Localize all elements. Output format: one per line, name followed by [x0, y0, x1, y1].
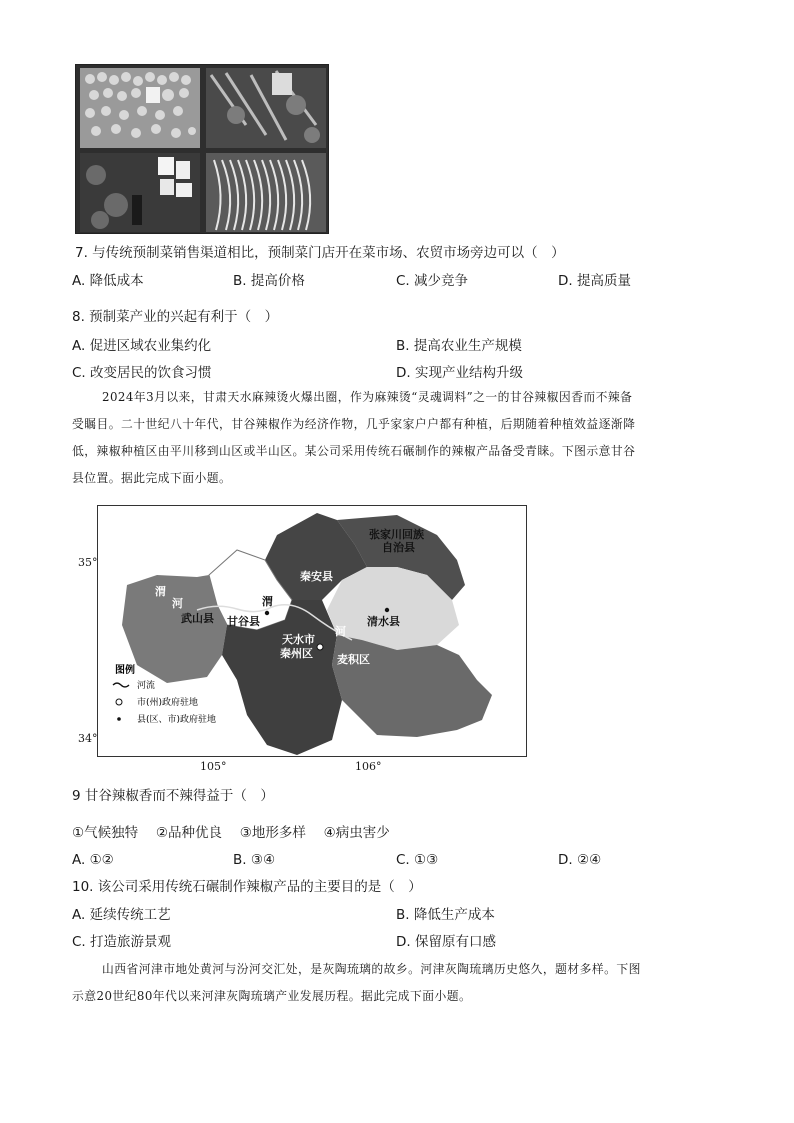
label-gangu: 甘谷县	[226, 614, 260, 628]
q9-option-b[interactable]: B. ③④	[233, 852, 276, 868]
passage1-line3: 低，辣椒种植区由平川移到山区或半山区。某公司采用传统石碾制作的辣椒产品备受青睐。下图示意甘谷	[72, 444, 636, 458]
q7-option-a[interactable]: A. 降低成本	[72, 273, 144, 289]
label-zhangjiachuan-1: 张家川回族	[368, 527, 424, 541]
region-wushan	[122, 575, 227, 683]
qingshui-seat-dot	[384, 607, 388, 611]
q7-stem: 7. 与传统预制菜销售渠道相比，预制菜门店开在菜市场、农贸市场旁边可以（ ）	[75, 245, 565, 261]
q8-option-a[interactable]: A. 促进区域农业集约化	[72, 338, 212, 354]
label-maiji: 麦积区	[336, 652, 370, 666]
prepared-food-photo-art	[76, 65, 329, 234]
passage2-line2: 示意20世纪80年代以来河津灰陶琉璃产业发展历程。据此完成下面小题。	[72, 989, 472, 1003]
region-maiji	[332, 635, 492, 737]
lon-105: 105°	[200, 760, 227, 773]
q10-option-d[interactable]: D. 保留原有口感	[396, 934, 496, 950]
legend-county-icon	[117, 717, 121, 721]
map-regions	[97, 505, 527, 757]
legend-river-icon	[113, 683, 129, 687]
label-river-wei-2: 渭	[261, 594, 273, 608]
gangu-seat-dot	[264, 610, 268, 614]
lat-35: 35°	[78, 556, 98, 569]
label-river-he-1: 河	[171, 596, 183, 610]
passage1-line1: 2024年3月以来，甘肃天水麻辣烫火爆出圈，作为麻辣烫“灵魂调料”之一的甘谷辣椒因香而不辣备	[102, 390, 633, 404]
q7-option-b[interactable]: B. 提高价格	[233, 273, 305, 289]
label-wushan: 武山县	[180, 611, 214, 625]
label-zhangjiachuan-2: 自治县	[381, 540, 415, 554]
q7-option-d[interactable]: D. 提高质量	[558, 273, 631, 289]
label-tianshui-1: 天水市	[281, 632, 315, 646]
q8-option-d[interactable]: D. 实现产业结构升级	[396, 365, 523, 381]
legend-county: 县(区、市)政府驻地	[136, 714, 216, 725]
q9-stem: 9 甘谷辣椒香而不辣得益于（ ）	[72, 788, 274, 804]
q8-option-b[interactable]: B. 提高农业生产规模	[396, 338, 522, 354]
q9-option-d[interactable]: D. ②④	[558, 852, 602, 868]
label-qingshui: 清水县	[366, 614, 400, 628]
prepared-food-photo	[75, 64, 329, 234]
label-qinan: 秦安县	[299, 569, 333, 583]
q10-option-c[interactable]: C. 打造旅游景观	[72, 934, 172, 950]
gangu-location-map	[97, 505, 527, 757]
q10-stem: 10. 该公司采用传统石碾制作辣椒产品的主要目的是（ ）	[72, 879, 422, 895]
legend-city: 市(州)政府驻地	[136, 697, 198, 708]
q8-option-c[interactable]: C. 改变居民的饮食习惯	[72, 365, 212, 381]
q10-option-b[interactable]: B. 降低生产成本	[396, 907, 495, 923]
label-river-wei-1: 渭	[154, 584, 166, 598]
legend-title: 图例	[114, 664, 135, 676]
lon-106: 106°	[355, 760, 382, 773]
q9-option-c[interactable]: C. ①③	[396, 852, 439, 868]
lat-34: 34°	[78, 732, 98, 745]
legend-river: 河流	[136, 680, 155, 691]
label-river-he-2: 河	[334, 624, 346, 638]
q7-option-c[interactable]: C. 减少竞争	[396, 273, 469, 289]
q10-option-a[interactable]: A. 延续传统工艺	[72, 907, 171, 923]
passage1-line2: 受瞩目。二十世纪八十年代，甘谷辣椒作为经济作物，几乎家家户户都有种植，后期随着种植效益逐渐降	[72, 417, 636, 431]
q8-stem: 8. 预制菜产业的兴起有利于（ ）	[72, 309, 279, 325]
legend-city-icon	[116, 699, 122, 705]
tianshui-city-dot	[317, 644, 323, 650]
q9-option-a[interactable]: A. ①②	[72, 852, 114, 868]
label-tianshui-2: 秦州区	[279, 646, 313, 660]
passage1-line4: 县位置。据此完成下面小题。	[72, 471, 232, 485]
passage2-line1: 山西省河津市地处黄河与汾河交汇处，是灰陶琉璃的故乡。河津灰陶琉璃历史悠久，题材多样。下图	[102, 962, 641, 976]
q9-choices: ①气候独特 ②品种优良 ③地形多样 ④病虫害少	[72, 825, 390, 841]
